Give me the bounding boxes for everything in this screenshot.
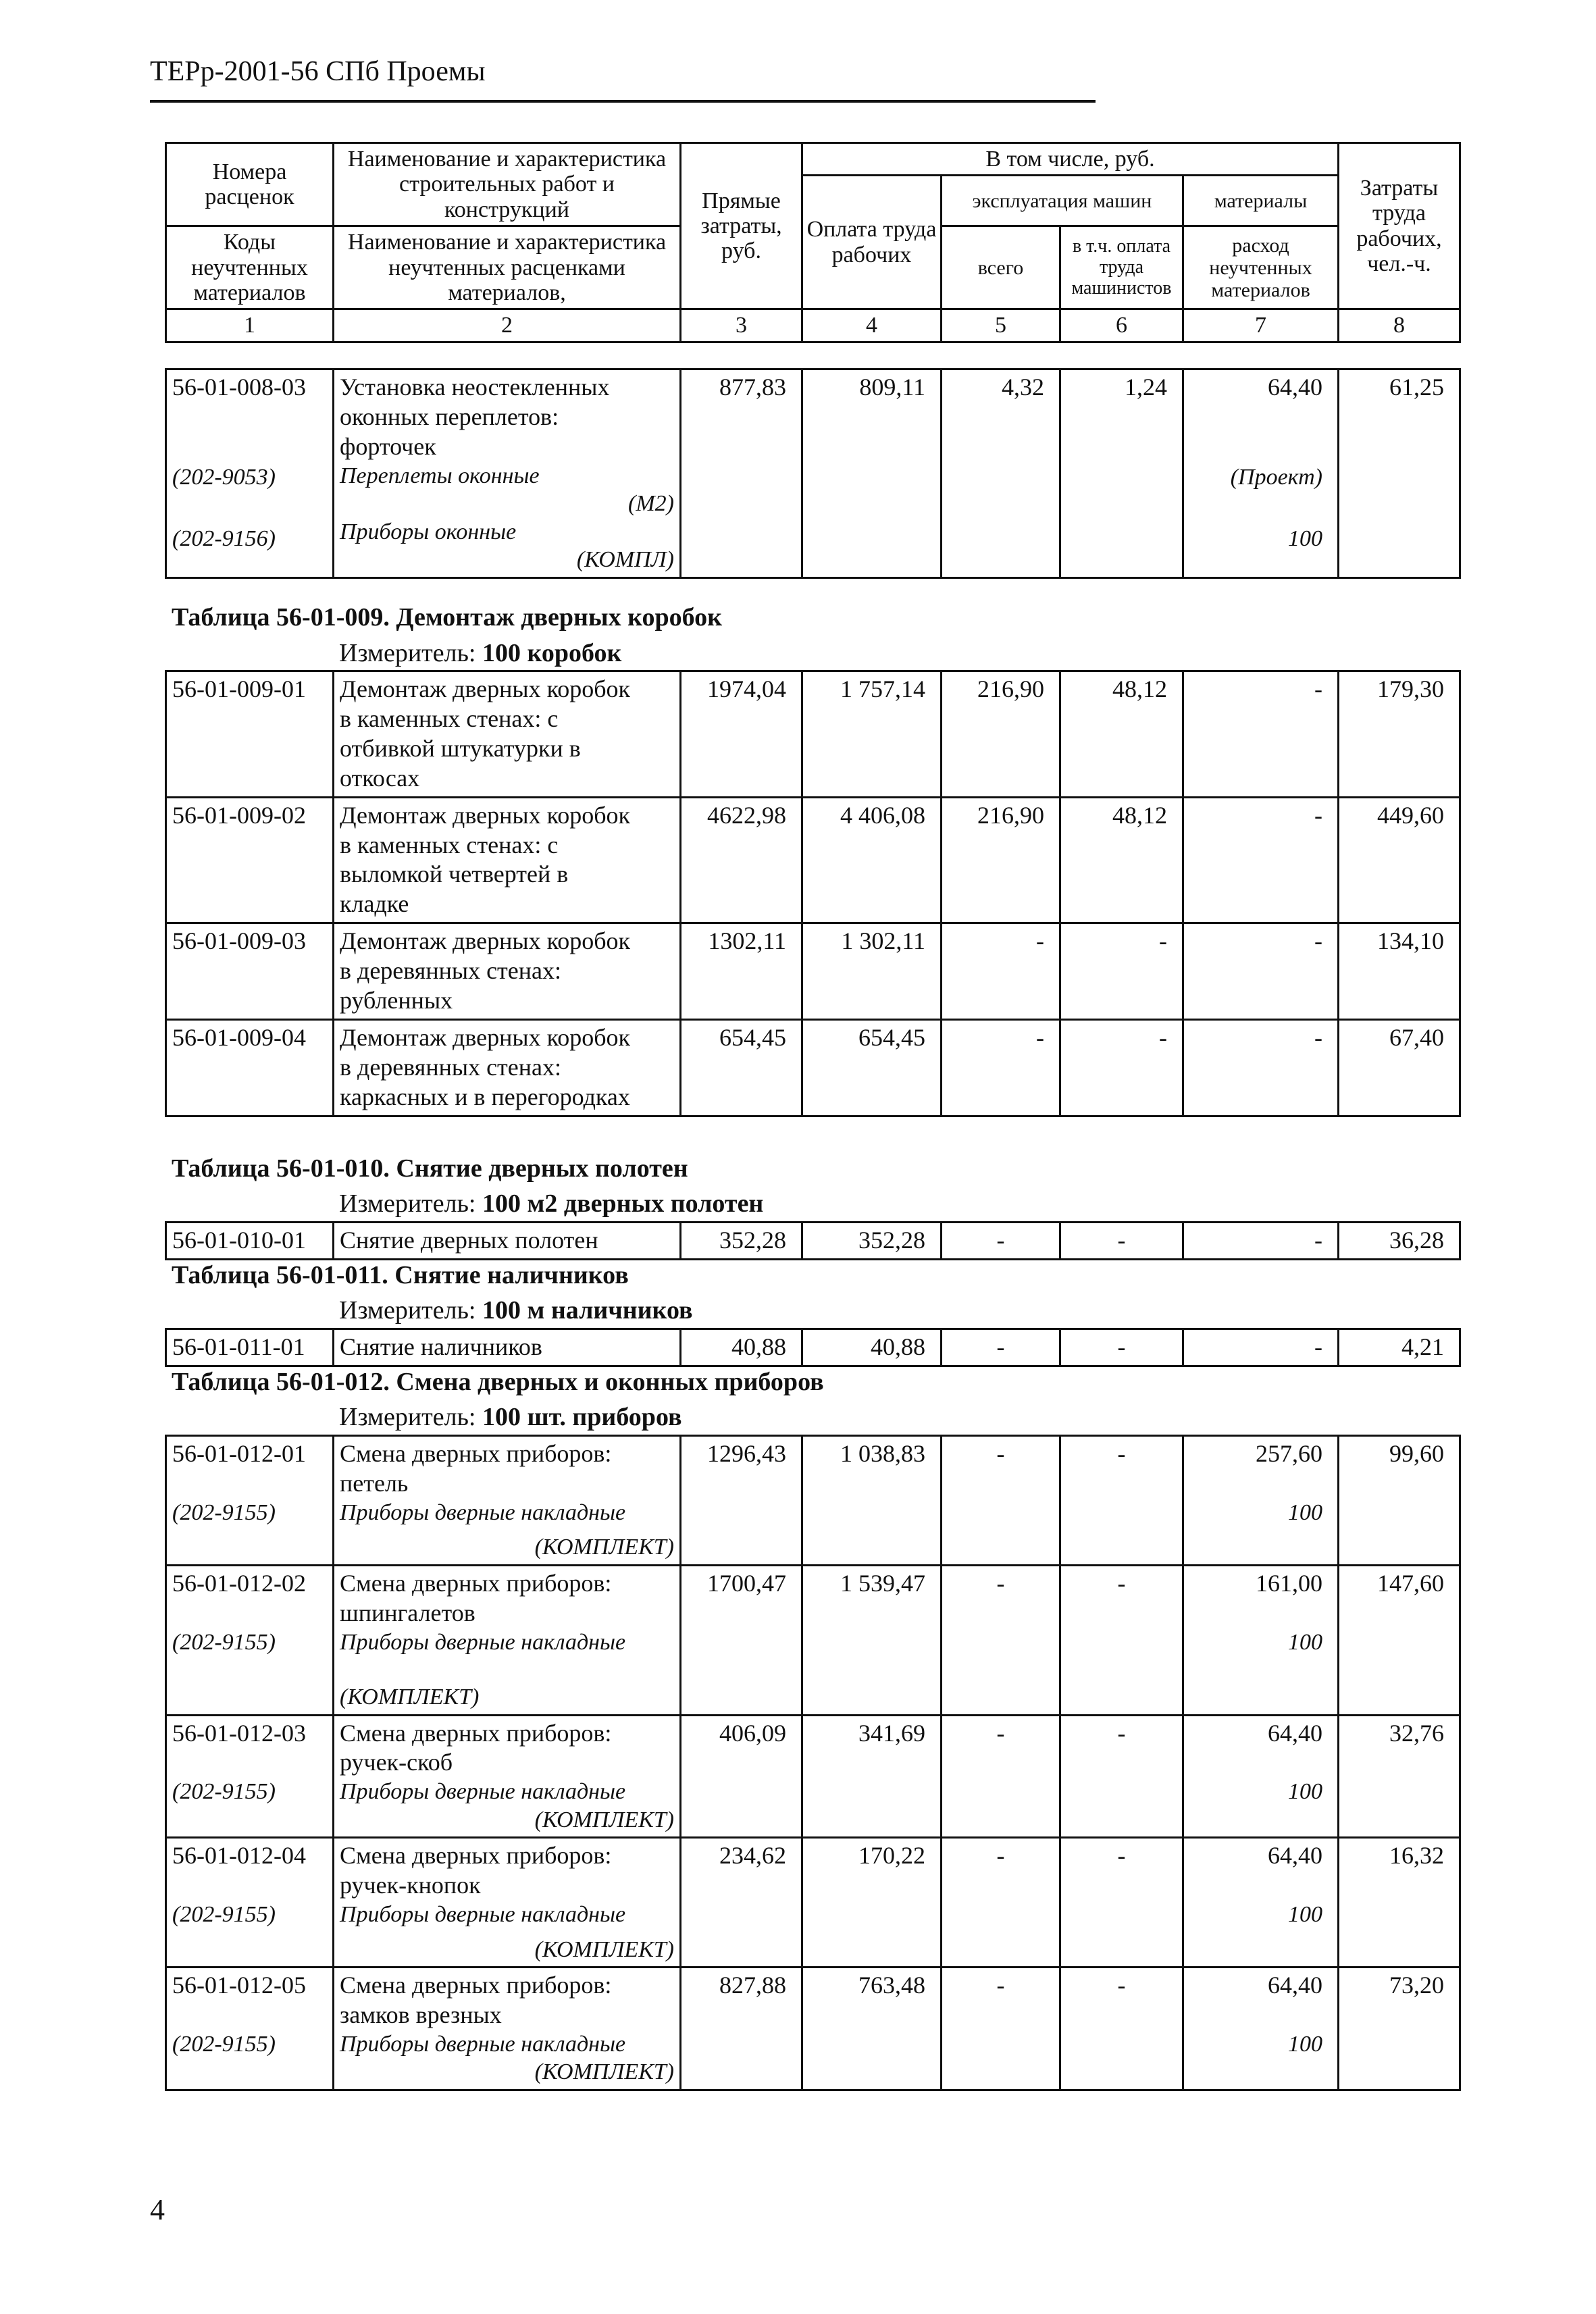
column-number: 1 [166,309,334,342]
machines-total: - [942,1329,1060,1366]
work-name: Установка неостекленных [340,374,610,401]
labor-hours: 179,30 [1339,671,1460,798]
header-work-name: Наименование и характеристика строительных работ и конструкций [334,143,681,226]
machines-total: 216,90 [942,797,1060,923]
direct-costs: 40,88 [681,1329,802,1366]
materials-cost: - [1183,671,1339,798]
labor-hours: 73,20 [1339,1968,1460,2090]
material-code: (202-9155) [172,1779,276,1805]
material-name: Приборы дверные накладные [340,1902,626,1928]
rate-code: 56-01-009-03 [166,923,334,1020]
materials-cost: - [1183,1329,1339,1366]
column-number: 7 [1183,309,1339,342]
material-unit: (КОМПЛЕКТ) [534,2059,674,2085]
machines-total: 216,90 [942,671,1060,798]
material-name: Приборы оконные [340,519,517,544]
machinist-pay: - [1060,1223,1183,1260]
labor-hours: 134,10 [1339,923,1460,1020]
header-material-codes: Коды неучтенных материалов [166,226,334,309]
direct-costs: 654,45 [681,1019,802,1116]
work-name: в деревянных стенах: [340,957,562,985]
materials-cost: 64,40 [1268,1719,1322,1747]
direct-costs: 1302,11 [681,923,802,1020]
work-name: рубленных [340,987,453,1014]
header-table [165,142,1461,343]
work-name: откосах [340,764,420,792]
material-name: Приборы дверные накладные [340,1779,626,1805]
table-row [166,1968,1460,2090]
machinist-pay: - [1060,1436,1183,1566]
work-name: в каменных стенах: с [340,704,559,732]
direct-costs: 234,62 [681,1838,802,1968]
machines-total: 4,32 [942,369,1060,578]
machines-total: - [942,1223,1060,1260]
table-caption: Таблица 56-01-011. Снятие наличников [172,1261,629,1289]
machines-total: - [942,1019,1060,1116]
material-name: Приборы дверные накладные [340,1499,626,1525]
labor-pay: 809,11 [802,369,942,578]
material-name: Приборы дверные накладные [340,1629,626,1655]
direct-costs: 1974,04 [681,671,802,798]
header-labor-hours: Затраты труда рабочих, чел.-ч. [1339,143,1460,309]
direct-costs: 1296,43 [681,1436,802,1566]
machines-total: - [942,923,1060,1020]
table-row [166,1838,1460,1968]
table-row [166,369,1460,578]
machinist-pay: 48,12 [1060,671,1183,798]
material-quantity: 100 [1288,2031,1322,2057]
work-name: петель [340,1469,409,1497]
table-row [166,1019,1460,1116]
material-unit: (КОМПЛЕКТ) [534,1936,674,1962]
title-rule [150,100,1096,103]
table-row [166,1565,1460,1715]
rate-code: 56-01-012-01 [172,1440,306,1467]
table-010 [165,1221,1461,1260]
column-number: 2 [334,309,681,342]
work-name: Смена дверных приборов: [340,1719,612,1747]
work-name: ручек-кнопок [340,1872,481,1899]
material-code: (202-9155) [172,1902,276,1928]
column-number: 3 [681,309,802,342]
machines-total: - [942,1968,1060,2090]
labor-pay: 1 302,11 [802,923,942,1020]
table-row [166,797,1460,923]
materials-cost: - [1183,797,1339,923]
work-name: кладке [340,890,409,918]
labor-pay: 341,69 [802,1715,942,1838]
direct-costs: 406,09 [681,1715,802,1838]
work-name: оконных переплетов: [340,403,559,430]
labor-pay: 1 757,14 [802,671,942,798]
material-code: (202-9155) [172,2031,276,2057]
labor-pay: 4 406,08 [802,797,942,923]
rate-code: 56-01-009-01 [166,671,334,798]
rate-code: 56-01-012-05 [172,1972,306,1999]
labor-pay: 1 539,47 [802,1565,942,1715]
direct-costs: 352,28 [681,1223,802,1260]
column-number: 5 [942,309,1060,342]
table-measure: Измеритель: 100 шт. приборов [339,1403,682,1431]
table-row [166,671,1460,798]
material-quantity: 100 [1288,1499,1322,1525]
materials-cost: - [1183,923,1339,1020]
header-rate-numbers: Номера расценок [166,143,334,226]
work-name: Демонтаж дверных коробок [340,675,631,702]
material-quantity: 100 [1288,1629,1322,1655]
work-name: ручек-скоб [340,1749,453,1776]
labor-hours: 16,32 [1339,1838,1460,1968]
direct-costs: 1700,47 [681,1565,802,1715]
column-number: 4 [802,309,942,342]
work-name: Смена дверных приборов: [340,1842,612,1870]
work-name: Демонтаж дверных коробок [340,1023,631,1051]
work-name: каркасных и в перегородках [340,1083,630,1110]
header-including: В том числе, руб. [802,143,1339,176]
work-name: Смена дверных приборов: [340,1972,612,1999]
materials-cost: 64,40 [1268,374,1322,401]
material-quantity: 100 [1288,1902,1322,1928]
material-unit: (КОМПЛ) [576,547,674,573]
table-caption: Таблица 56-01-010. Снятие дверных полотен [172,1154,688,1183]
machinist-pay: - [1060,1329,1183,1366]
labor-hours: 36,28 [1339,1223,1460,1260]
machines-total: - [942,1436,1060,1566]
material-unit: (М2) [628,491,674,517]
rate-code: 56-01-008-03 [172,374,306,401]
materials-cost: 257,60 [1256,1440,1322,1467]
table-row [166,1715,1460,1838]
labor-hours: 147,60 [1339,1565,1460,1715]
labor-hours: 99,60 [1339,1436,1460,1566]
material-quantity: (Проект) [1230,464,1322,490]
labor-pay: 1 038,83 [802,1436,942,1566]
materials-cost: 161,00 [1256,1569,1322,1597]
table-measure: Измеритель: 100 коробок [339,639,622,667]
machinist-pay: 1,24 [1060,369,1183,578]
materials-cost: 64,40 [1268,1842,1322,1870]
header-material-names: Наименование и характеристика неучтенных расценками материалов, [334,226,681,309]
work-name: в деревянных стенах: [340,1053,562,1081]
labor-hours: 449,60 [1339,797,1460,923]
material-name: Переплеты оконные [340,463,540,488]
header-material-usage: расход неучтенных материалов [1183,226,1339,309]
work-name: Смена дверных приборов: [340,1440,612,1467]
rate-code: 56-01-011-01 [166,1329,334,1366]
material-code: (202-9155) [172,1499,276,1525]
rate-code: 56-01-009-04 [166,1019,334,1116]
column-number: 8 [1339,309,1460,342]
column-number: 6 [1060,309,1183,342]
rate-code: 56-01-012-04 [172,1842,306,1870]
machinist-pay: - [1060,923,1183,1020]
table-012 [165,1435,1461,2091]
table-measure: Измеритель: 100 м наличников [339,1296,693,1325]
direct-costs: 827,88 [681,1968,802,2090]
rate-code: 56-01-010-01 [166,1223,334,1260]
header-machines: эксплуатация машин [942,176,1183,226]
labor-hours: 32,76 [1339,1715,1460,1838]
material-quantity: 100 [1288,526,1322,552]
table-row [166,1436,1460,1566]
work-name: Снятие наличников [334,1329,681,1366]
machinist-pay: - [1060,1715,1183,1838]
material-unit: (КОМПЛЕКТ) [534,1807,674,1832]
labor-pay: 352,28 [802,1223,942,1260]
direct-costs: 877,83 [681,369,802,578]
table-row [166,1329,1460,1366]
machinist-pay: - [1060,1968,1183,2090]
work-name: замков врезных [340,2001,502,2028]
labor-pay: 763,48 [802,1968,942,2090]
material-unit: (КОМПЛЕКТ) [534,1535,674,1560]
machinist-pay: - [1060,1565,1183,1715]
material-quantity: 100 [1288,1779,1322,1805]
table-caption: Таблица 56-01-009. Демонтаж дверных коробок [172,603,723,632]
header-machines-total: всего [942,226,1060,309]
labor-pay: 170,22 [802,1838,942,1968]
table-measure: Измеритель: 100 м2 дверных полотен [339,1189,764,1218]
machinist-pay: - [1060,1019,1183,1116]
machines-total: - [942,1565,1060,1715]
header-direct-costs: Прямые затраты, руб. [681,143,802,309]
materials-cost: - [1183,1019,1339,1116]
work-name: отбивкой штукатурки в [340,734,581,762]
direct-costs: 4622,98 [681,797,802,923]
labor-pay: 654,45 [802,1019,942,1116]
machinist-pay: - [1060,1838,1183,1968]
work-name: Демонтаж дверных коробок [340,927,631,955]
material-code: (202-9053) [172,464,276,490]
work-name: Смена дверных приборов: [340,1569,612,1597]
header-machinist-pay: в т.ч. оплата труда машинистов [1060,226,1183,309]
work-name: Демонтаж дверных коробок [340,801,631,829]
labor-hours: 61,25 [1339,369,1460,578]
table-011 [165,1328,1461,1367]
work-name: в каменных стенах: с [340,831,559,858]
table-caption: Таблица 56-01-012. Смена дверных и оконных приборов [172,1368,824,1396]
materials-cost: - [1183,1223,1339,1260]
machinist-pay: 48,12 [1060,797,1183,923]
material-code: (202-9156) [172,526,276,552]
work-name: шпингалетов [340,1599,475,1626]
table-row [166,923,1460,1020]
page-number: 4 [150,2193,165,2226]
labor-pay: 40,88 [802,1329,942,1366]
material-unit: (КОМПЛЕКТ) [340,1685,480,1710]
table-row [166,1223,1460,1260]
rate-code: 56-01-012-03 [172,1719,306,1747]
page-title: ТЕРр-2001-56 СПб Проемы [150,56,486,87]
labor-hours: 4,21 [1339,1329,1460,1366]
rate-code: 56-01-009-02 [166,797,334,923]
material-name: Приборы дверные накладные [340,2031,626,2057]
machines-total: - [942,1838,1060,1968]
work-name: выломкой четвертей в [340,860,569,888]
work-name: форточек [340,432,436,460]
header-materials: материалы [1183,176,1339,226]
table-009 [165,670,1461,1117]
material-code: (202-9155) [172,1629,276,1655]
materials-cost: 64,40 [1268,1972,1322,1999]
header-labor-pay: Оплата труда рабочих [802,176,942,309]
work-name: Снятие дверных полотен [334,1223,681,1260]
machines-total: - [942,1715,1060,1838]
table-008 [165,368,1461,579]
rate-code: 56-01-012-02 [172,1569,306,1597]
labor-hours: 67,40 [1339,1019,1460,1116]
